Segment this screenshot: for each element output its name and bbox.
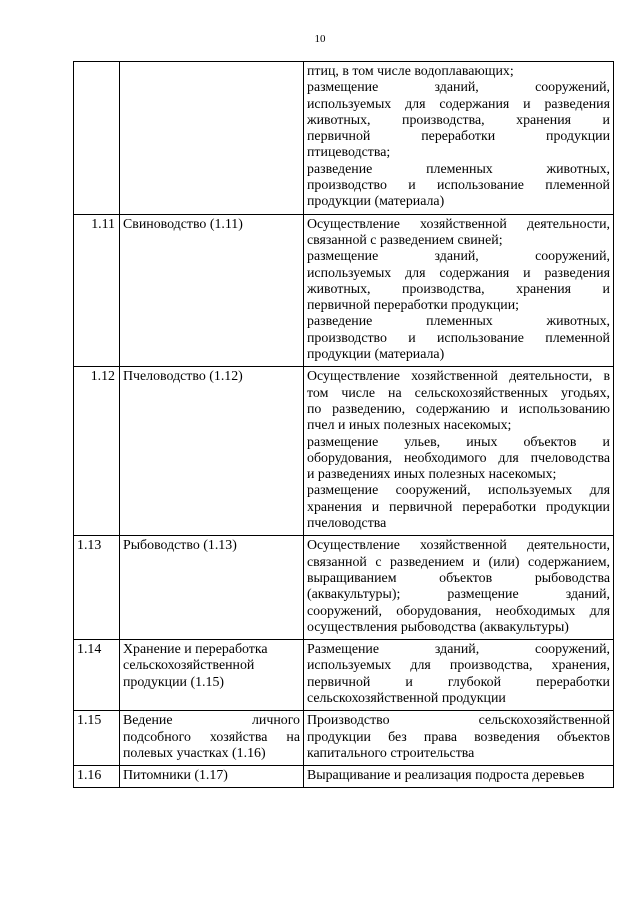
description-line: капитального строительства bbox=[307, 745, 475, 761]
description-line: связанной с разведением и (или) содержанием, bbox=[307, 554, 610, 570]
description-line: хранения и первичной переработки продукции bbox=[307, 499, 610, 515]
table-row bbox=[74, 640, 614, 711]
description-line: Осуществление хозяйственной деятельности, в bbox=[307, 369, 610, 385]
description-line: птицеводства; bbox=[307, 145, 391, 161]
description-line: осуществления рыбоводства (аквакультуры) bbox=[307, 619, 569, 635]
description-line: используемых для содержания и разведения bbox=[307, 265, 610, 281]
table-row bbox=[74, 214, 614, 367]
description-line: животных, производства, хранения и bbox=[307, 281, 610, 297]
page-number: 10 bbox=[314, 33, 326, 45]
description-line: продукции (материала) bbox=[307, 347, 445, 363]
description-line: пчеловодства bbox=[307, 516, 387, 532]
row-number: 1.11 bbox=[74, 214, 120, 367]
description-line: размещение зданий, сооружений, bbox=[307, 249, 610, 265]
description-line: производство и использование племенной bbox=[307, 330, 610, 346]
row-number: 1.12 bbox=[74, 367, 120, 536]
description-line: размещение сооружений, используемых для bbox=[307, 483, 610, 499]
description-line: по разведению, содержанию и использованию bbox=[307, 401, 610, 417]
description-line: оборудования, необходимого для пчеловодства bbox=[307, 450, 610, 466]
name-line: Питомники (1.17) bbox=[123, 768, 228, 784]
description-line: животных, производства, хранения и bbox=[307, 112, 610, 128]
description-line: продукции без права возведения объектов bbox=[307, 729, 610, 745]
name-line: Свиноводство (1.11) bbox=[123, 216, 243, 232]
description-line: пчел и иных полезных насекомых; bbox=[307, 418, 512, 434]
land-use-type-name bbox=[120, 536, 304, 640]
description-line: том числе на сельскохозяйственных угодьях, bbox=[307, 385, 610, 401]
land-use-type-name bbox=[120, 214, 304, 367]
land-use-type-name bbox=[120, 62, 304, 215]
table-row bbox=[74, 536, 614, 640]
description-line: Осуществление хозяйственной деятельности, bbox=[307, 216, 610, 232]
land-use-description bbox=[304, 640, 614, 711]
land-use-type-name bbox=[120, 640, 304, 711]
description-line: Осуществление хозяйственной деятельности, bbox=[307, 538, 610, 554]
name-line: полевых участках (1.16) bbox=[123, 745, 266, 761]
description-line: первичной и глубокой переработки bbox=[307, 674, 610, 690]
name-line: Ведение личного bbox=[123, 713, 300, 729]
description-line: Производство сельскохозяйственной bbox=[307, 713, 610, 729]
description-line: и разведениях иных полезных насекомых; bbox=[307, 467, 557, 483]
name-line: подсобного хозяйства на bbox=[123, 729, 300, 745]
description-line: сельскохозяйственной продукции bbox=[307, 690, 506, 706]
name-line: Пчеловодство (1.12) bbox=[123, 369, 243, 385]
name-line: сельскохозяйственной bbox=[123, 658, 255, 674]
land-use-type-name bbox=[120, 711, 304, 766]
row-number: 1.14 bbox=[74, 640, 120, 711]
row-number: 1.15 bbox=[74, 711, 120, 766]
description-line: сооружений, оборудования, необходимых для bbox=[307, 603, 610, 619]
name-line: Рыбоводство (1.13) bbox=[123, 538, 237, 554]
land-use-description bbox=[304, 766, 614, 788]
table-row bbox=[74, 367, 614, 536]
land-use-description bbox=[304, 62, 614, 215]
table-row bbox=[74, 766, 614, 788]
description-line: связанной с разведением свиней; bbox=[307, 232, 503, 248]
table-row bbox=[74, 62, 614, 215]
land-use-type-name bbox=[120, 766, 304, 788]
description-line: производство и использование племенной bbox=[307, 178, 610, 194]
table-body bbox=[74, 62, 614, 788]
description-line: первичной переработки продукции bbox=[307, 129, 610, 145]
description-line: размещение зданий, сооружений, bbox=[307, 80, 610, 96]
table-row bbox=[74, 711, 614, 766]
description-line: используемых для содержания и разведения bbox=[307, 96, 610, 112]
name-line: Хранение и переработка bbox=[123, 642, 268, 658]
description-line: используемых для производства, хранения, bbox=[307, 658, 610, 674]
description-line: разведение племенных животных, bbox=[307, 161, 610, 177]
row-number bbox=[74, 62, 120, 215]
land-use-type-name bbox=[120, 367, 304, 536]
description-line: Выращивание и реализация подроста деревьев bbox=[307, 768, 585, 784]
land-use-table bbox=[73, 61, 614, 788]
description-line: выращиванием объектов рыбоводства bbox=[307, 570, 610, 586]
land-use-description bbox=[304, 367, 614, 536]
name-line: продукции (1.15) bbox=[123, 674, 225, 690]
description-line: птиц, в том числе водоплавающих; bbox=[307, 64, 514, 79]
description-line: разведение племенных животных, bbox=[307, 314, 610, 330]
row-number: 1.16 bbox=[74, 766, 120, 788]
land-use-description bbox=[304, 711, 614, 766]
land-use-description bbox=[304, 536, 614, 640]
row-number: 1.13 bbox=[74, 536, 120, 640]
description-line: размещение ульев, иных объектов и bbox=[307, 434, 610, 450]
description-line: продукции (материала) bbox=[307, 194, 445, 210]
description-line: первичной переработки продукции; bbox=[307, 298, 520, 314]
description-line: Размещение зданий, сооружений, bbox=[307, 642, 610, 658]
description-line: (аквакультуры); размещение зданий, bbox=[307, 587, 610, 603]
land-use-description bbox=[304, 214, 614, 367]
